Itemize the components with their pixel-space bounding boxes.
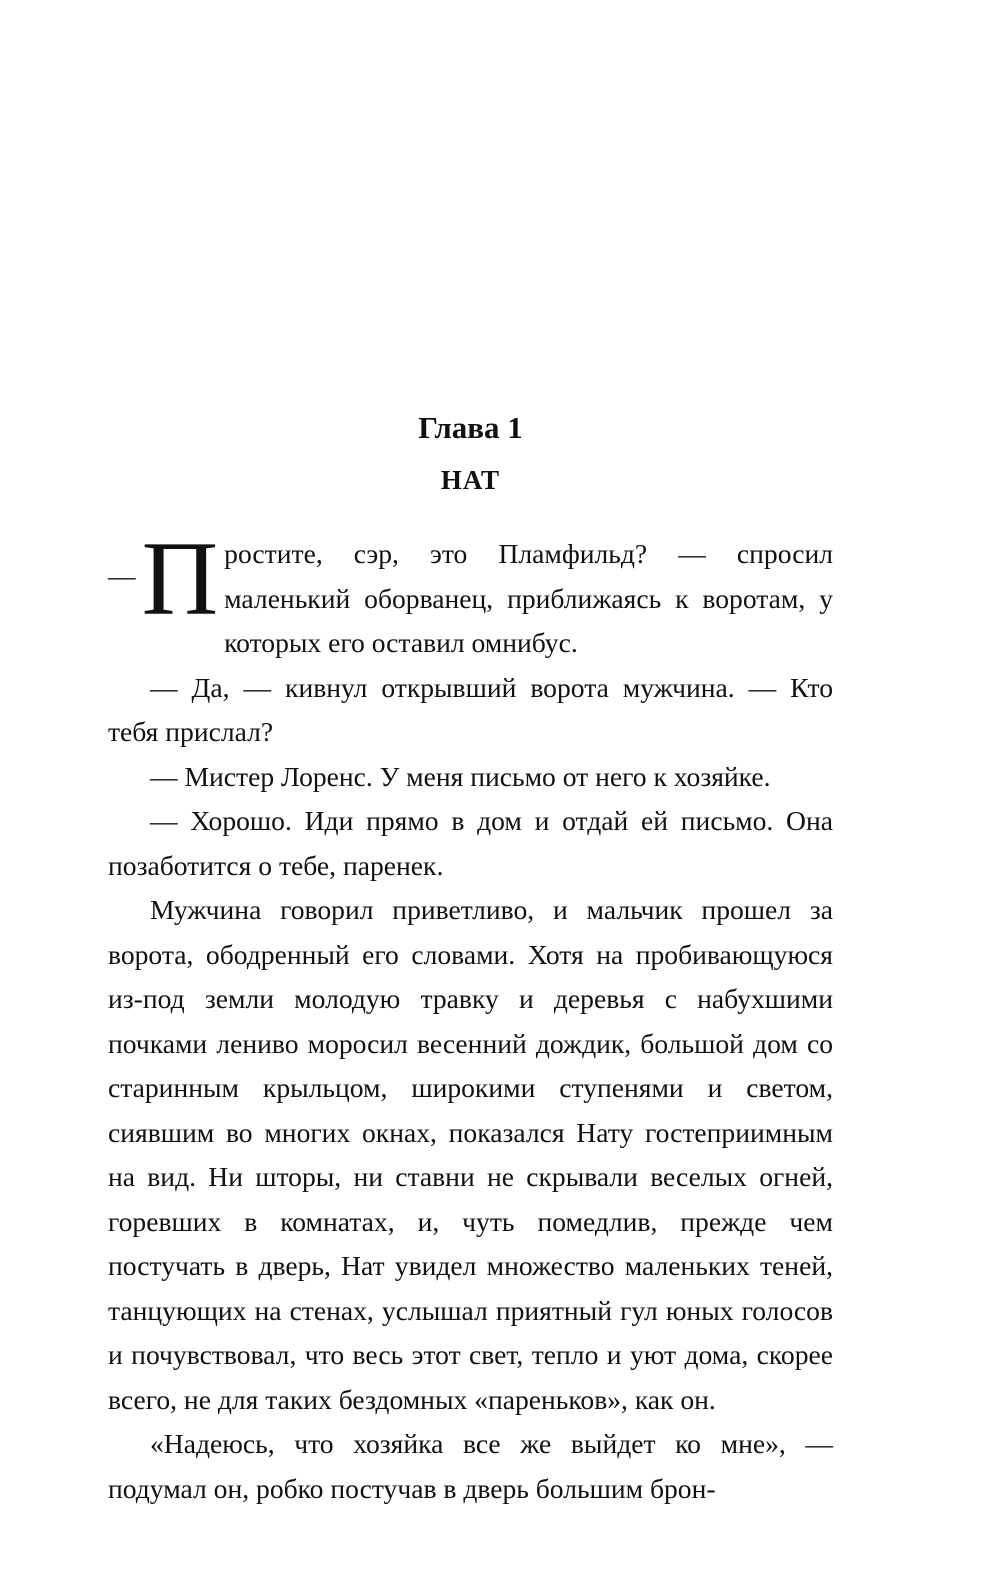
chapter-text [108,520,833,1511]
chapter-title: НАТ [440,465,501,495]
paragraph: «Надеюсь, что хозяйка все же выйдет ко мне», — подумал он, робко постучав в дверь большим брон- [108,1428,833,1504]
first-paragraph [108,520,833,666]
first-paragraph-text: ростите, сэр, это Пламфильд? — спросил маленький оборванец, приближаясь к воротам, у которых его оставил омнибус. [224,538,833,658]
drop-cap: П [141,520,219,637]
paragraph: — Да, — кивнул открывший ворота мужчина. — Кто тебя прислал? [108,671,833,747]
paragraph: — Мистер Лоренс. У меня письмо от него к хозяйке. [150,760,771,792]
opening-dash: — [108,560,136,591]
paragraph: — Хорошо. Иди прямо в дом и отдай ей письмо. Она позаботится о тебе, паренек. [108,805,833,881]
book-page [108,0,833,1583]
chapter-number: Глава 1 [418,410,523,445]
paragraph: Мужчина говорил приветливо, и мальчик прошел за ворота, ободренный его словами. Хотя на пробивающуюся из-под земли молодую травку и деревья с набухшими почками лениво моросил весенний дождик, большой дом со старинным крыльцом, широкими ступенями и светом, сиявшим во многих окнах, показался Нату гостеприимным на вид. Ни шторы, ни ставни не скрывали веселых огней, горевших в комнатах, и, чуть помедлив, прежде чем постучать в дверь, Нат увидел множество маленьких теней, танцующих на стенах, услышал приятный гул юных голосов и почувствовал, что весь этот свет, тепло и уют дома, скорее всего, не для таких бездомных «пареньков», как он. [108,894,833,1415]
